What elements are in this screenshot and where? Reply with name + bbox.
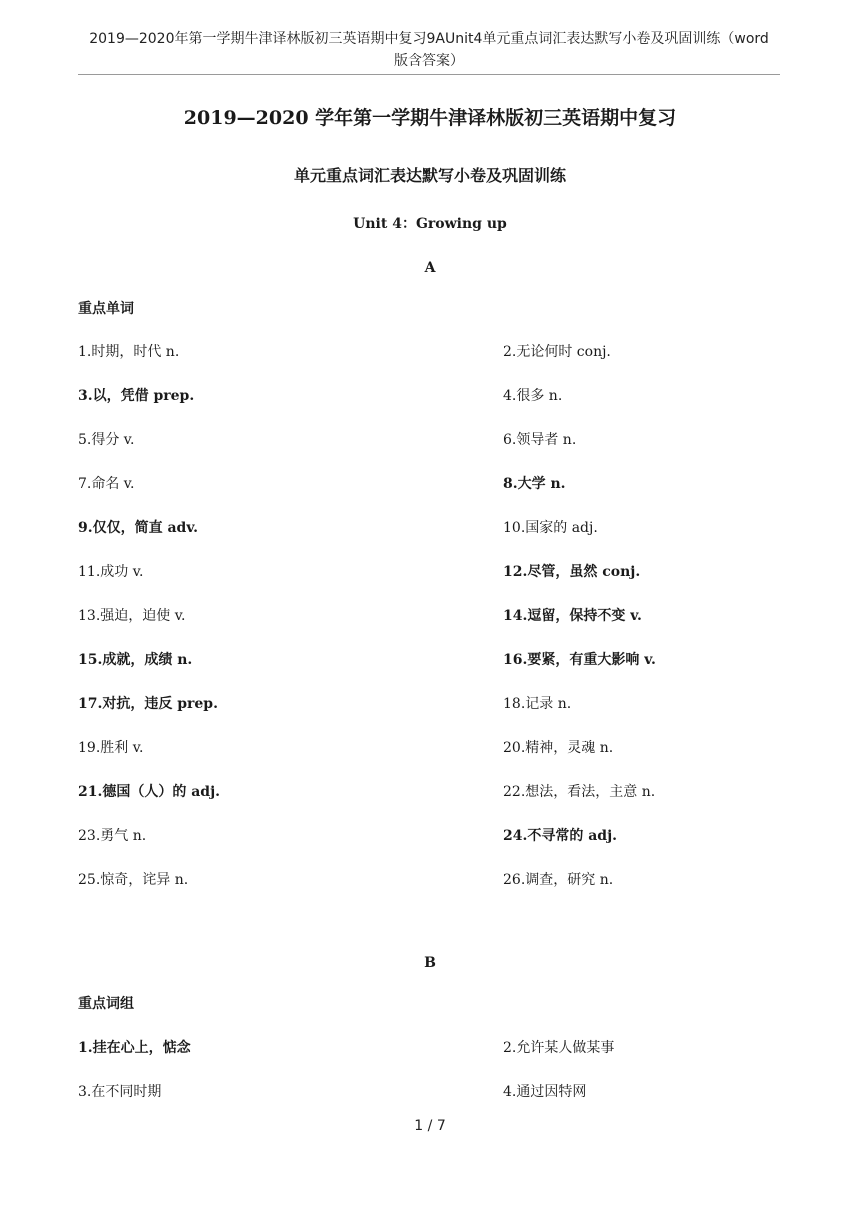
vocab-item-25: 25.惊奇，诧异 n. [78,872,189,888]
phrase-item-4: 4.通过因特网 [503,1084,587,1100]
page-title: 2019—2020 学年第一学期牛津译林版初三英语期中复习 [183,107,677,129]
header-line-2: 版含答案） [394,53,464,69]
vocab-item-1: 1.时期，时代 n. [78,344,180,360]
section-a-heading: 重点单词 [78,301,134,317]
vocab-item-13: 13.强迫，迫使 v. [78,608,186,624]
current-page: 1 [414,1118,424,1134]
document-header [78,28,780,72]
vocab-item-15: 15.成就，成绩 n. [78,652,193,668]
vocab-item-21: 21.德国（人）的 adj. [78,784,221,800]
vocab-item-3: 3.以，凭借 prep. [78,388,195,404]
vocab-item-5: 5.得分 v. [78,432,135,448]
vocab-item-14: 14.逗留，保持不变 v. [503,608,642,624]
vocab-item-2: 2.无论何时 conj. [503,344,611,360]
header-divider [78,74,780,75]
phrase-item-2: 2.允许某人做某事 [503,1040,615,1056]
vocab-item-7: 7.命名 v. [78,476,135,492]
vocab-item-12: 12.尽管，虽然 conj. [503,564,641,580]
vocab-item-24: 24.不寻常的 adj. [503,828,618,844]
vocab-item-18: 18.记录 n. [503,696,572,712]
vocab-item-10: 10.国家的 adj. [503,520,598,536]
section-b-heading: 重点词组 [78,996,134,1012]
vocab-item-23: 23.勇气 n. [78,828,147,844]
vocab-item-17: 17.对抗，违反 prep. [78,696,218,712]
vocab-item-6: 6.领导者 n. [503,432,577,448]
vocab-item-19: 19.胜利 v. [78,740,144,756]
page-subtitle: 单元重点词汇表达默写小卷及巩固训练 [293,166,566,185]
vocab-item-22: 22.想法，看法，主意 n. [503,784,656,800]
vocab-item-26: 26.调查，研究 n. [503,872,614,888]
vocab-item-4: 4.很多 n. [503,388,563,404]
vocab-item-16: 16.要紧，有重大影响 v. [503,652,656,668]
phrase-item-1: 1.挂在心上，惦念 [78,1040,191,1056]
header-line-1: 2019—2020年第一学期牛津译林版初三英语期中复习9AUnit4单元重点词汇表达默写小卷及巩固训练（word [89,31,769,47]
vocab-item-11: 11.成功 v. [78,564,144,580]
page-number [0,1116,860,1136]
phrase-item-3: 3.在不同时期 [78,1084,162,1100]
vocab-item-20: 20.精神，灵魂 n. [503,740,614,756]
total-pages: 7 [436,1118,446,1134]
unit-title: Unit 4：Growing up [353,216,507,232]
section-a-letter: A [424,260,436,276]
vocab-item-8: 8.大学 n. [503,476,566,492]
section-b-letter: B [424,955,436,971]
vocab-item-9: 9.仅仅，简直 adv. [78,520,198,536]
page-separator: / [427,1118,433,1134]
